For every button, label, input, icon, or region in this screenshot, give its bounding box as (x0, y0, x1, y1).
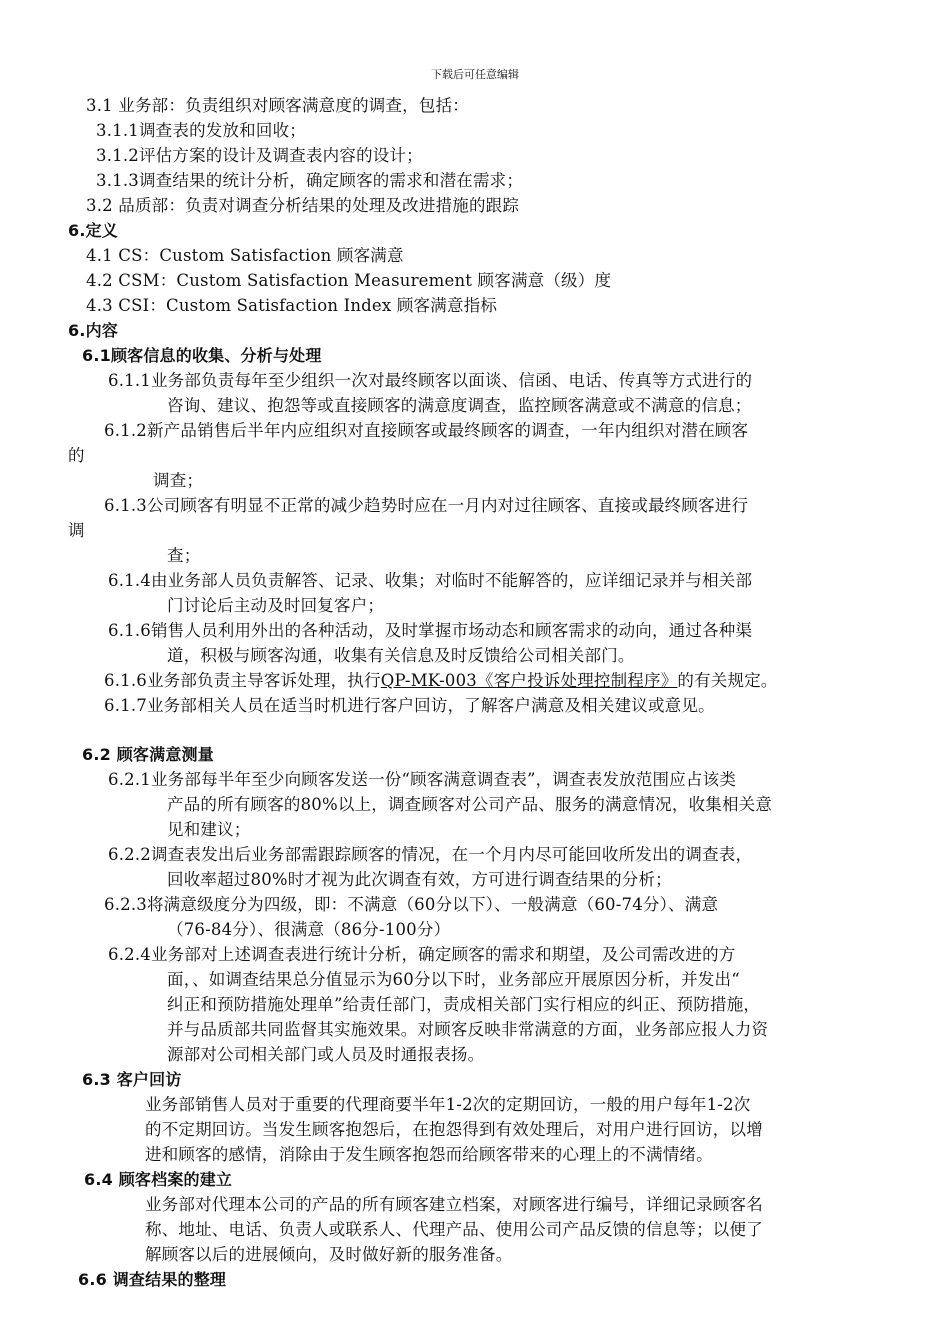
text-line (104, 670, 778, 692)
text-line: 6.2.4业务部对上述调查表进行统计分析，确定顾客的需求和期望，及公司需改进的方 (108, 945, 736, 964)
text-line: 业务部对代理本公司的产品的所有顾客建立档案，对顾客进行编号，详细记录顾客名 (145, 1195, 763, 1214)
text-line: 4.2 CSM：Custom Satisfaction Measurement 顾客满意（级）度 (86, 271, 612, 290)
subsection-heading: 6.3 客户回访 (82, 1070, 182, 1089)
text-line: 6.1.6销售人员利用外出的各种活动，及时掌握市场动态和顾客需求的动向，通过各种渠 (108, 621, 753, 640)
subsection-heading: 6.2 顾客满意测量 (82, 745, 214, 764)
page-header: 下载后可任意编辑 (431, 68, 519, 81)
text-line: 4.3 CSI：Custom Satisfaction Index 顾客满意指标 (86, 296, 498, 315)
text-line: 咨询、建议、抱怨等或直接顾客的满意度调查，监控顾客满意或不满意的信息； (167, 396, 752, 415)
text-line: 称、地址、电话、负责人或联系人、代理产品、使用公司产品反馈的信息等；以便了 (145, 1220, 763, 1239)
text-line: 进和顾客的感情，消除由于发生顾客抱怨而给顾客带来的心理上的不满情绪。 (145, 1145, 713, 1164)
text-line: 4.1 CS：Custom Satisfaction 顾客满意 (86, 246, 404, 265)
text-line: 的 (68, 446, 85, 465)
text-line: 3.1.3调查结果的统计分析，确定顾客的需求和潜在需求； (96, 171, 524, 190)
text-line: 源部对公司相关部门或人员及时通报表扬。 (167, 1045, 485, 1064)
text-line: 调 (68, 521, 85, 540)
text-line: 6.1.7业务部相关人员在适当时机进行客户回访，了解客户满意及相关建议或意见。 (104, 696, 715, 715)
text-line: 6.1.2新产品销售后半年内应组织对直接顾客或最终顾客的调查，一年内组织对潜在顾客 (104, 421, 749, 440)
subsection-heading: 6.6 调查结果的整理 (78, 1270, 227, 1289)
text-line: 3.1.1调查表的发放和回收； (96, 121, 306, 140)
text-line: 6.1.1业务部负责每年至少组织一次对最终顾客以面谈、信函、电话、传真等方式进行的 (108, 371, 753, 390)
text-line: 3.1 业务部：负责组织对顾客满意度的调查，包括： (86, 96, 469, 115)
text-line: 的不定期回访。当发生顾客抱怨后，在抱怨得到有效处理后，对用户进行回访，以增 (145, 1120, 763, 1139)
text-line: 并与品质部共同监督其实施效果。对顾客反映非常满意的方面，业务部应报人力资 (167, 1020, 769, 1039)
text-span: 的有关规定。 (677, 671, 778, 690)
text-line: 回收率超过80%时才视为此次调查有效，方可进行调查结果的分析； (167, 870, 672, 889)
text-line: 查； (167, 546, 201, 565)
text-line: 产品的所有顾客的80%以上，调查顾客对公司产品、服务的满意情况，收集相关意 (167, 795, 773, 814)
text-line: 门讨论后主动及时回复客户； (167, 596, 385, 615)
text-line: 见和建议； (167, 820, 251, 839)
text-line: 解顾客以后的进展倾向，及时做好新的服务准备。 (145, 1245, 513, 1264)
text-line: 6.1.3公司顾客有明显不正常的减少趋势时应在一月内对过往顾客、直接或最终顾客进行 (104, 496, 749, 515)
subsection-heading: 6.4 顾客档案的建立 (84, 1170, 233, 1189)
text-line: 业务部销售人员对于重要的代理商要半年1-2次的定期回访，一般的用户每年1-2次 (145, 1095, 751, 1114)
text-line: 3.2 品质部：负责对调查分析结果的处理及改进措施的跟踪 (86, 196, 520, 215)
section-heading: 6.定义 (68, 221, 119, 240)
section-heading: 6.内容 (68, 321, 119, 340)
text-line: 调查； (153, 471, 204, 490)
text-line: 6.2.2调查表发出后业务部需跟踪顾客的情况，在一个月内尽可能回收所发出的调查表， (108, 845, 753, 864)
text-line: 6.2.3将满意级度分为四级，即：不满意（60分以下）、一般满意（60-74分）、满意 (104, 895, 719, 914)
text-span: 6.1.6业务部负责主导客诉处理，执行 (104, 671, 381, 690)
text-line: 6.2.1业务部每半年至少向顾客发送一份“顾客满意调查表”，调查表发放范围应占该类 (108, 770, 737, 789)
procedure-link[interactable]: QP-MK-003《客户投诉处理控制程序》 (380, 671, 678, 690)
text-line: （76-84分）、很满意（86分-100分） (167, 920, 451, 939)
text-line: 6.1.4由业务部人员负责解答、记录、收集；对临时不能解答的，应详细记录并与相关部 (108, 571, 753, 590)
text-line: 纠正和预防措施处理单”给责任部门，责成相关部门实行相应的纠正、预防措施， (167, 995, 761, 1014)
text-line: 道，积极与顾客沟通，收集有关信息及时反馈给公司相关部门。 (167, 646, 635, 665)
text-line: 3.1.2评估方案的设计及调查表内容的设计； (96, 146, 423, 165)
text-line: 面，、如调查结果总分值显示为60分以下时，业务部应开展原因分析，并发出“ (167, 970, 740, 989)
subsection-heading: 6.1顾客信息的收集、分析与处理 (82, 346, 322, 365)
